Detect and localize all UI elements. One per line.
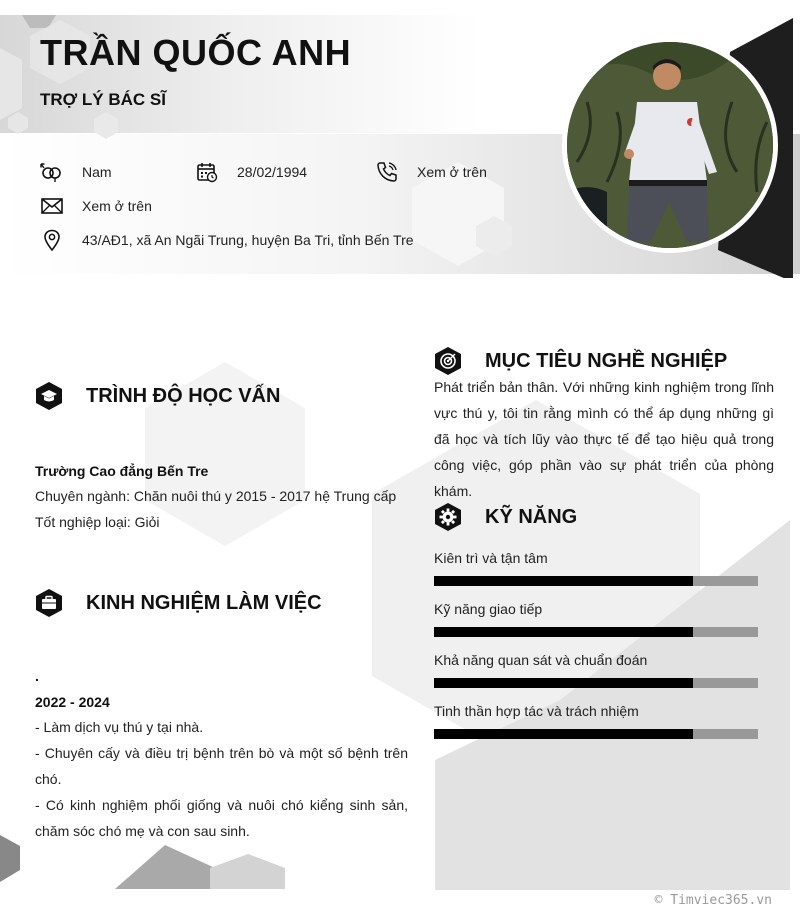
- skill-label: Tinh thần hợp tác và trách nhiệm: [434, 703, 639, 719]
- gender-value: Nam: [82, 164, 112, 180]
- skill-bar: [434, 576, 758, 586]
- candidate-name: TRẦN QUỐC ANH: [40, 32, 352, 73]
- education-major: Chuyên ngành: Chăn nuôi thú y 2015 - 2017 hệ Trung cấp: [35, 488, 397, 504]
- education-grade: Tốt nghiệp loại: Giỏi: [35, 514, 160, 530]
- phone-icon: [375, 160, 399, 184]
- gear-icon: [433, 502, 463, 532]
- candidate-role: TRỢ LÝ BÁC SĨ: [40, 90, 166, 109]
- graduation-cap-icon: [34, 381, 64, 411]
- skill-bar: [434, 627, 758, 637]
- briefcase-icon: [34, 588, 64, 618]
- phone-row: [375, 160, 487, 184]
- target-icon: [433, 346, 463, 376]
- education-heading: [34, 381, 280, 411]
- envelope-icon: [40, 194, 64, 218]
- watermark: © Timviec365.vn: [654, 893, 772, 908]
- skill-fill: [434, 576, 693, 586]
- avatar: [562, 37, 778, 253]
- objective-heading: [433, 346, 727, 376]
- location-pin-icon: [40, 228, 64, 252]
- experience-title: KINH NGHIỆM LÀM VIỆC: [86, 591, 322, 614]
- objective-title: MỤC TIÊU NGHỀ NGHIỆP: [485, 349, 728, 372]
- experience-company: .: [35, 668, 39, 684]
- skill-label: Kiên trì và tận tâm: [434, 550, 548, 566]
- skills-title: KỸ NĂNG: [485, 505, 578, 528]
- skills-heading: [433, 502, 577, 532]
- skill-fill: [434, 729, 693, 739]
- phone-value: Xem ở trên: [417, 164, 487, 180]
- calendar-icon: [195, 160, 219, 184]
- email-row: [40, 194, 152, 218]
- experience-desc-2: - Chuyên cấy và điều trị bệnh trên bò và một số bệnh trên chó.: [35, 745, 408, 787]
- experience-heading: [34, 588, 322, 618]
- experience-desc-3: - Có kinh nghiệm phối giống và nuôi chó kiểng sinh sản, chăm sóc chó mẹ và con sau sinh.: [35, 797, 408, 839]
- skill-bar: [434, 729, 758, 739]
- experience-period: 2022 - 2024: [35, 694, 110, 710]
- profile-photo: [567, 42, 773, 248]
- dob-value: 28/02/1994: [237, 164, 308, 180]
- address-row: [40, 228, 414, 252]
- skill-label: Kỹ năng giao tiếp: [434, 601, 543, 617]
- gender-row: [40, 160, 112, 184]
- education-title: TRÌNH ĐỘ HỌC VẤN: [86, 384, 281, 407]
- education-school: Trường Cao đẳng Bến Tre: [35, 463, 209, 479]
- dob-row: [195, 160, 307, 184]
- email-value: Xem ở trên: [82, 198, 152, 214]
- skill-label: Khả năng quan sát và chuẩn đoán: [434, 652, 648, 668]
- skill-fill: [434, 678, 693, 688]
- address-value: 43/AĐ1, xã An Ngãi Trung, huyện Ba Tri, tỉnh Bến Tre: [82, 232, 414, 248]
- experience-desc-1: - Làm dịch vụ thú y tại nhà.: [35, 719, 204, 735]
- skill-fill: [434, 627, 693, 637]
- gender-icon: [40, 160, 64, 184]
- skill-bar: [434, 678, 758, 688]
- objective-text: Phát triển bản thân. Với những kinh nghiệm trong lĩnh vực thú y, tôi tin rằng mình có thể áp dụng những gì đã học và tích lũy vào thực tế để tạo hiệu quả trong công việc, góp phần vào sự phát triển của phòng khám.: [434, 379, 774, 499]
